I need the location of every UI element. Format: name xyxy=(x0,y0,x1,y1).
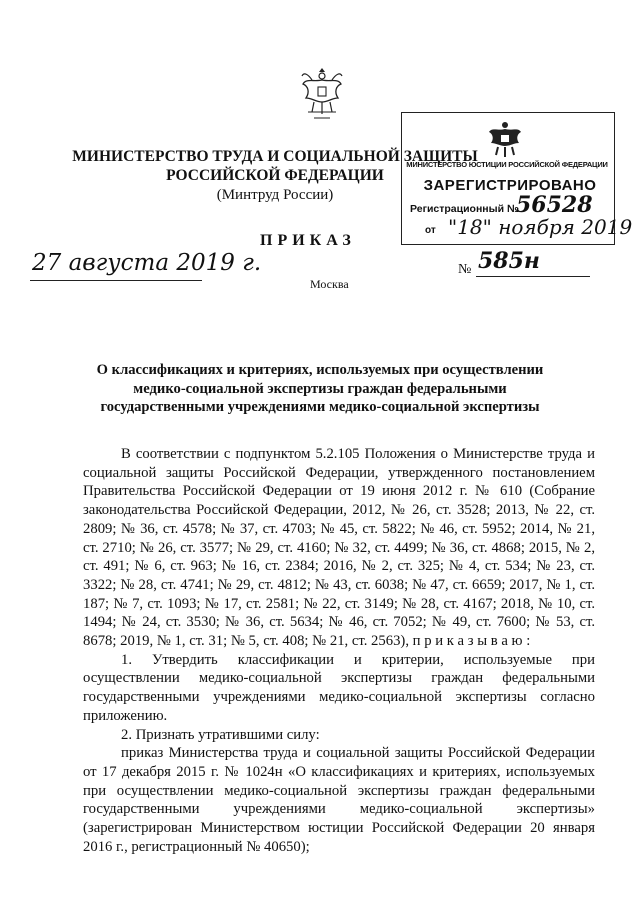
stamp-date-prefix: от xyxy=(425,225,436,236)
order-number: 585н xyxy=(478,248,540,274)
title-line-1: О классификациях и критериях, используемых при осуществлении xyxy=(96,362,544,378)
stamp-date: "18" ноября 2019 xyxy=(448,215,633,239)
date-underline xyxy=(30,280,202,281)
order-title xyxy=(40,361,600,417)
order-city: Москва xyxy=(310,277,349,291)
stamp-ministry-of-justice: МИНИСТЕРСТВО ЮСТИЦИИ РОССИЙСКОЙ ФЕДЕРАЦИИ xyxy=(406,160,608,169)
ministry-line-2: РОССИЙСКОЙ ФЕДЕРАЦИИ xyxy=(166,167,384,184)
stamp-emblem-icon xyxy=(486,117,524,159)
title-line-3: государственными учреждениями медико-социальной экспертизы xyxy=(100,399,540,415)
order-body xyxy=(83,445,595,856)
stamp-reg-number: 56528 xyxy=(516,192,593,218)
ministry-short-name: (Минтруд России) xyxy=(216,187,334,203)
order-date: 27 августа 2019 г. xyxy=(32,250,262,276)
document-type: ПРИКАЗ xyxy=(260,232,356,249)
number-underline xyxy=(476,276,590,277)
paragraph-preamble: В соответствии с подпунктом 5.2.105 Положения о Министерстве труда и социальной защиты Российской Федерации, утвержденного постановлением Правительства Российской Федерации от 19 июня 2012 г. № 610 (Собрание законодательства Российской Федерации, 2012, № 26, ст. 3528; 2013, № 22, ст. 2809; № 36, ст. 4578; № 37, ст. 4703; № 45, ст. 5822; № 46, ст. 5952; 2014, № 21, ст. 2710; № 26, ст. 3577; № 29, ст. 4160; № 32, ст. 4499; № 36, ст. 4868; 2015, № 2, ст. 491; № 6, ст. 963; № 16, ст. 2384; 2016, № 2, ст. 325; № 4, ст. 534; № 23, ст. 3322; № 28, ст. 4741; № 29, ст. 4812; № 43, ст. 6038; № 47, ст. 6659; 2017, № 1, ст. 187; № 7, ст. 1093; № 17, ст. 2581; № 22, ст. 3149; № 28, ст. 4167; 2018, № 10, ст. 1494; № 24, ст. 3530; № 36, ст. 5634; № 46, ст. 7052; № 49, ст. 7600; № 53, ст. 8678; 2019, № 1, ст. 31; № 5, ст. 408; № 21, ст. 2563), п р и к а з ы в а ю : xyxy=(83,446,595,650)
coat-of-arms-icon xyxy=(300,62,344,124)
paragraph-item-1: 1. Утвердить классификации и критерии, используемые при осуществлении медико-социальной экспертизы граждан федеральными государственными учреждениями медико-социальной экспертизы согласно приложению. xyxy=(83,651,595,724)
stamp-reg-label: Регистрационный № xyxy=(410,203,519,215)
paragraph-item-2: 2. Признать утратившими силу: xyxy=(121,726,320,743)
title-line-2: медико-социальной экспертизы граждан федеральными xyxy=(133,380,507,397)
stamp-registered: ЗАРЕГИСТРИРОВАНО xyxy=(423,177,597,194)
paragraph-repealed-order: приказ Министерства труда и социальной защиты Российской Федерации от 17 декабря 2015 г. № 1024н «О классификациях и критериях, используемых при осуществлении медико-социальной экспертизы граждан федеральными государственными учреждениями медико-социальной экспертизы» (зарегистрирован Министерством юстиции Российской Федерации 20 января 2016 г., регистрационный № 40650); xyxy=(83,745,595,855)
ministry-line-1: МИНИСТЕРСТВО ТРУДА И СОЦИАЛЬНОЙ ЗАЩИТЫ xyxy=(72,148,478,165)
order-number-label: № xyxy=(458,262,472,277)
